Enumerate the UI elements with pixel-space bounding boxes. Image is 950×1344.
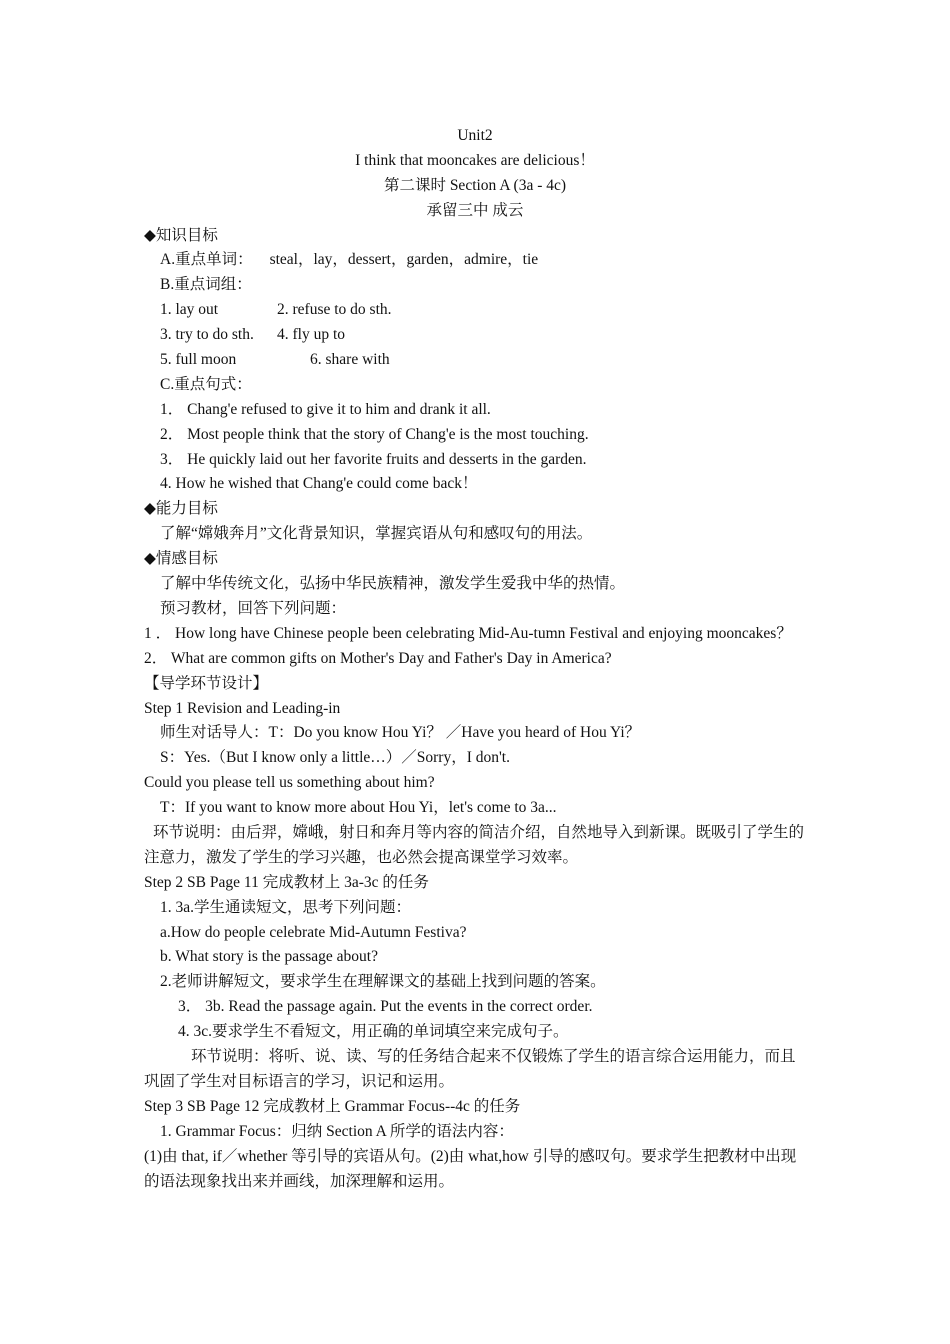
unit-title: Unit2 [457, 127, 493, 144]
key-phrases-label: B.重点词组： [160, 276, 252, 294]
key-sentence: 1． Chang'e refused to give it to him and drank it all. [160, 400, 491, 418]
key-sentences-label: C.重点句式： [160, 375, 252, 393]
step1-title: Step 1 Revision and Leading-in [144, 699, 341, 717]
step2-question: b. What story is the passage about? [160, 948, 378, 966]
step3-line: 1. Grammar Focus：归纳 Section A 所学的语法内容： [160, 1122, 514, 1140]
key-words-list: steal，lay，dessert，garden，admire，tie [269, 251, 539, 269]
preview-instruction: 预习教材，回答下列问题： [160, 599, 347, 617]
step3-grammar-text: (1)由 that, if／whether 等引导的宾语从句。(2)由 what,how 引导的感叹句。要求学生把教材中出现的语法现象找出来并画线，加深理解和运用。 [144, 1147, 797, 1190]
emotion-goals-text: 了解中华传统文化，弘扬中华民族精神，激发学生爱我中华的热情。 [160, 575, 626, 593]
step2-line: 4. 3c.要求学生不看短文，用正确的单词填空来完成句子。 [178, 1023, 569, 1041]
phrase-item: 1. lay out [160, 301, 219, 319]
key-words-line [144, 248, 806, 273]
phrase-row [144, 323, 806, 348]
step1-dialogue-line: S：Yes.（But I know only a little…）／Sorry，I don't. [160, 749, 510, 767]
step1-note-text: 环节说明：由后羿，嫦峨，射日和奔月等内容的简洁介绍，自然地导入到新课。既吸引了学生的注意力，激发了学生的学习兴趣，也必然会提高课堂学习效率。 [144, 823, 805, 866]
step1-dialogue-line: Could you please tell us something about him? [144, 774, 435, 792]
lesson-subtitle: 第二课时 Section A (3a - 4c) [383, 176, 567, 194]
step2-line: 3． 3b. Read the passage again. Put the events in the correct order. [178, 998, 593, 1016]
key-sentence: 4. How he wished that Chang'e could come back！ [160, 475, 478, 493]
key-sentence: 3． He quickly laid out her favorite fruits and desserts in the garden. [160, 450, 587, 468]
knowledge-goals-heading: ◆知识目标 [144, 226, 218, 244]
design-heading: 【导学环节设计】 [144, 674, 269, 692]
step2-line: 1. 3a.学生通读短文，思考下列问题： [160, 898, 412, 916]
phrase-item: 4. fly up to [277, 326, 346, 344]
step2-title: Step 2 SB Page 11 完成教材上 3a-3c 的任务 [144, 873, 429, 891]
step1-dialogue-line: 师生对话导人：T：Do you know Hou Yi？ ／Have you heard of Hou Yi？ [160, 724, 641, 742]
key-words-label: A.重点单词： [160, 251, 253, 269]
step3-title: Step 3 SB Page 12 完成教材上 Grammar Focus--4c 的任务 [144, 1097, 521, 1115]
phrase-item: 5. full moon [160, 351, 237, 369]
ability-goals-text: 了解“嫦娥奔月”文化背景知识，掌握宾语从句和感叹句的用法。 [160, 525, 593, 543]
phrase-item: 2. refuse to do sth. [277, 301, 392, 319]
step1-dialogue-line: T：If you want to know more about Hou Yi，let's come to 3a... [160, 799, 557, 817]
ability-goals-heading: ◆能力目标 [144, 500, 218, 518]
phrase-row [144, 298, 806, 323]
document-page [144, 124, 806, 1194]
step1-note [144, 821, 806, 871]
preview-question-2: 2． What are common gifts on Mother's Day and Father's Day in America? [144, 649, 612, 667]
preview-question-1: 1 ． How long have Chinese people been celebrating Mid-Au-tumn Festival and enjoying mooncakes？ [144, 624, 792, 642]
emotion-goals-heading: ◆情感目标 [144, 550, 218, 568]
step2-question: a.How do people celebrate Mid-Autumn Festiva? [160, 923, 467, 941]
step2-note [144, 1045, 806, 1095]
phrase-item: 3. try to do sth. [160, 326, 254, 344]
step2-line: 2.老师讲解短文，要求学生在理解课文的基础上找到问题的答案。 [160, 973, 606, 991]
lesson-title: I think that mooncakes are delicious！ [355, 151, 595, 169]
key-sentence: 2． Most people think that the story of Chang'e is the most touching. [160, 425, 589, 443]
phrase-row [144, 348, 806, 373]
step2-note-text: 环节说明：将听、说、读、写的任务结合起来不仅锻炼了学生的语言综合运用能力，而且巩固了学生对目标语言的学习，识记和运用。 [144, 1048, 796, 1090]
author-line: 承留三中 成云 [426, 201, 524, 219]
phrase-item: 6. share with [310, 351, 390, 369]
